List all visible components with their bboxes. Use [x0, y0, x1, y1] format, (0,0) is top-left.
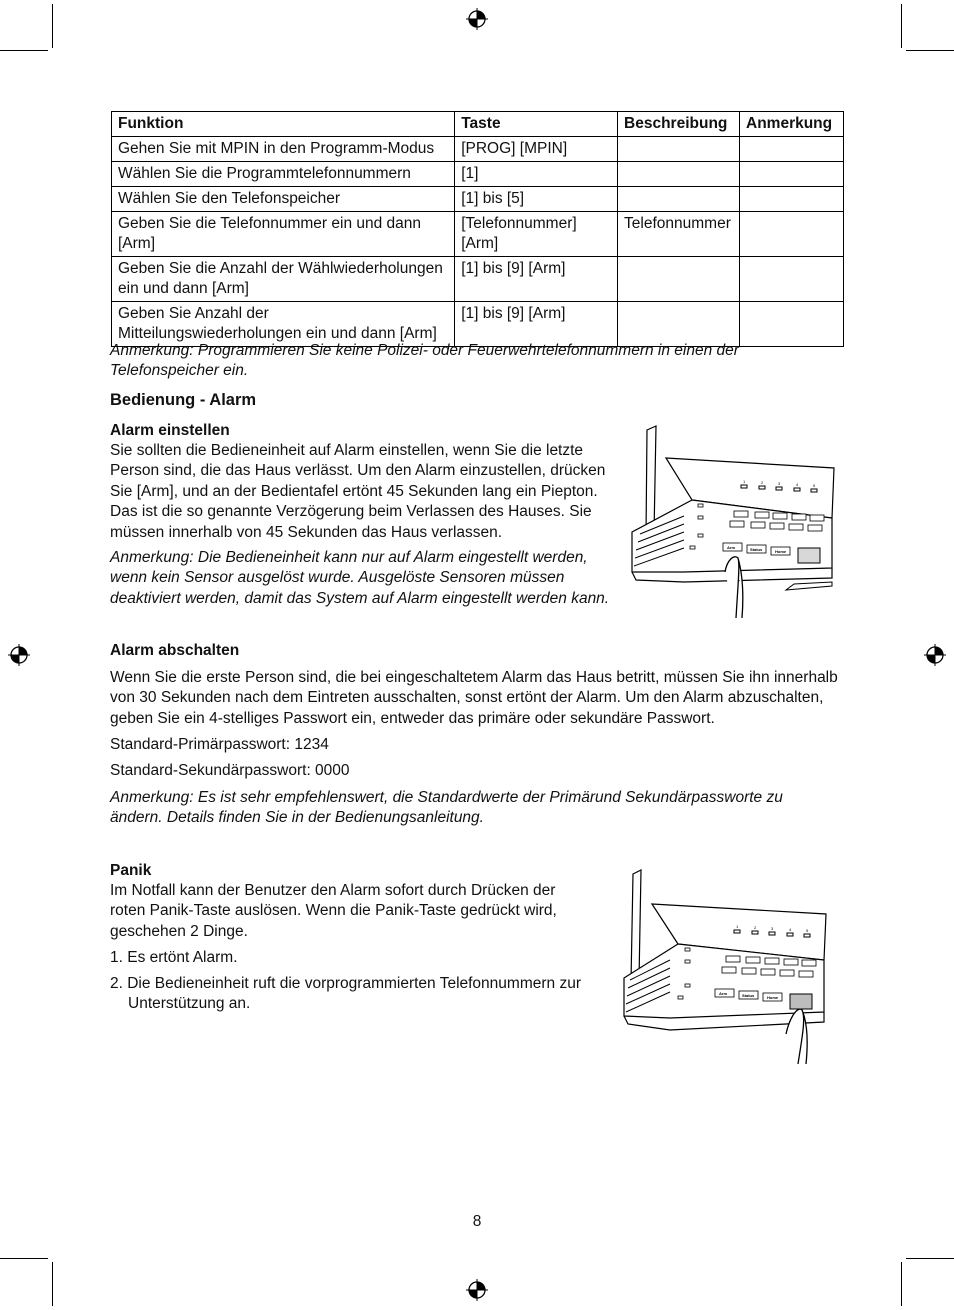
zone-label: 3: [778, 481, 781, 486]
table-cell: [740, 162, 844, 187]
home-button-label: Home: [767, 995, 779, 1000]
crop-mark-tl-v: [52, 4, 53, 48]
table-cell: [PROG] [MPIN]: [455, 137, 618, 162]
crop-mark-bl-h: [0, 1258, 48, 1259]
table-cell: [740, 137, 844, 162]
table-cell: [1]: [455, 162, 618, 187]
table-cell: [1] bis [9] [Arm]: [455, 257, 618, 302]
crop-mark-tl-h: [0, 50, 48, 51]
table-cell: [618, 257, 740, 302]
primary-password: Standard-Primärpasswort: 1234: [110, 736, 329, 753]
table-cell: [1] bis [5]: [455, 187, 618, 212]
panic-title: Panik: [110, 862, 152, 879]
table-cell: [Telefonnummer] [Arm]: [455, 212, 618, 257]
table-header-row: [112, 112, 844, 137]
table-cell: Geben Sie die Telefonnummer ein und dann [Arm]: [112, 212, 455, 257]
zone-label: 2: [754, 925, 757, 930]
status-button-label: Status: [742, 993, 755, 998]
control-panel-arm-illustration: [626, 422, 836, 618]
table-cell: [618, 302, 740, 347]
zone-label: 3: [771, 926, 774, 931]
table-cell: [618, 187, 740, 212]
control-panel-panic-illustration: [618, 868, 830, 1064]
table-cell: [740, 257, 844, 302]
crop-mark-tr-v: [901, 4, 902, 48]
zone-label: 1: [736, 924, 739, 929]
registration-mark-icon: [8, 644, 30, 666]
panic-item-2: 2. Die Bedieneinheit ruft die vorprogrammierten Telefonnummern zur Unterstützung an.: [110, 975, 581, 1013]
table-cell: [1] bis [9] [Arm]: [455, 302, 618, 347]
table-cell: [740, 302, 844, 347]
crop-mark-br-h: [906, 1258, 954, 1259]
table-row: [112, 302, 844, 347]
alarm-off-note: Anmerkung: Es ist sehr empfehlenswert, die Standardwerte der Primärund Sekundärpassworte zu ändern. Details finden Sie in der Bedienungsanleitung.: [110, 789, 783, 827]
table-cell: Geben Sie Anzahl der Mitteilungswiederholungen ein und dann [Arm]: [112, 302, 455, 347]
crop-mark-br-v: [901, 1262, 902, 1306]
arm-button-label: Arm: [719, 991, 728, 996]
alarm-off-title: Alarm abschalten: [110, 642, 240, 659]
panic-body: Im Notfall kann der Benutzer den Alarm sofort durch Drücken der roten Panik-Taste auslösen. Wenn die Panik-Taste gedrückt wird, geschehen 2 Dinge.: [110, 882, 557, 940]
zone-label: 4: [796, 482, 799, 487]
panic-item-1: 1. Es ertönt Alarm.: [110, 949, 238, 966]
registration-mark-icon: [466, 1279, 488, 1301]
header-beschreibung: Beschreibung: [618, 112, 740, 137]
programming-table: [111, 111, 844, 347]
alarm-off-body: Wenn Sie die erste Person sind, die bei eingeschaltetem Alarm das Haus betritt, müssen Sie ihn innerhalb von 30 Sekunden nach dem Eintreten ausschalten, sonst ertönt der Alarm. Um den Alarm abzuschalten, geben Sie ein 4-stelliges Passwort ein, entweder das primäre oder sekundäre Passwort.: [110, 669, 838, 727]
table-row: [112, 187, 844, 212]
alarm-set-note: Anmerkung: Die Bedieneinheit kann nur auf Alarm eingestellt werden, wenn kein Sensor ausgelöst wurde. Ausgelöste Sensoren müssen deaktiviert werden, damit das System auf Alarm eingestellt werden kann.: [110, 549, 610, 607]
table-row: [112, 137, 844, 162]
table-cell: [740, 212, 844, 257]
header-anmerkung: Anmerkung: [740, 112, 844, 137]
table-row: [112, 257, 844, 302]
zone-label: 1: [743, 479, 746, 484]
alarm-set-body: Sie sollten die Bedieneinheit auf Alarm einstellen, wenn Sie die letzte Person sind, die das Haus verlässt. Um den Alarm einzustellen, drücken Sie [Arm], und an der Bedientafel ertönt 45 Sekunden lang ein Piepton. Das ist die so genannte Verzögerung beim Verlassen des Hauses. Sie müssen innerhalb von 45 Sekunden das Haus verlassen.: [110, 442, 606, 541]
registration-mark-icon: [924, 644, 946, 666]
alarm-set-title: Alarm einstellen: [110, 422, 230, 439]
table-row: [112, 162, 844, 187]
zone-label: 5: [813, 483, 816, 488]
zone-label: 5: [806, 928, 809, 933]
status-button-label: Status: [750, 547, 763, 552]
page-number: 8: [472, 1213, 482, 1230]
secondary-password: Standard-Sekundärpasswort: 0000: [110, 762, 350, 779]
zone-label: 4: [789, 927, 792, 932]
crop-mark-tr-h: [906, 50, 954, 51]
table-note: Anmerkung: Programmieren Sie keine Polizei- oder Feuerwehrtelefonnummern in einen der Telefonspeicher ein.: [110, 342, 739, 380]
table-cell: Gehen Sie mit MPIN in den Programm-Modus: [112, 137, 455, 162]
table-cell: Geben Sie die Anzahl der Wählwiederholungen ein und dann [Arm]: [112, 257, 455, 302]
table-cell: [618, 162, 740, 187]
arm-button-label: Arm: [727, 545, 736, 550]
zone-label: 2: [761, 480, 764, 485]
table-cell: Wählen Sie den Telefonspeicher: [112, 187, 455, 212]
header-taste: Taste: [455, 112, 618, 137]
table-row: [112, 212, 844, 257]
section-title: Bedienung - Alarm: [110, 391, 257, 409]
header-funktion: Funktion: [112, 112, 455, 137]
table-cell: Wählen Sie die Programmtelefonnummern: [112, 162, 455, 187]
crop-mark-bl-v: [52, 1262, 53, 1306]
table-cell: [618, 137, 740, 162]
table-cell: Telefonnummer: [618, 212, 740, 257]
home-button-label: Home: [775, 549, 787, 554]
registration-mark-icon: [466, 8, 488, 30]
table-cell: [740, 187, 844, 212]
